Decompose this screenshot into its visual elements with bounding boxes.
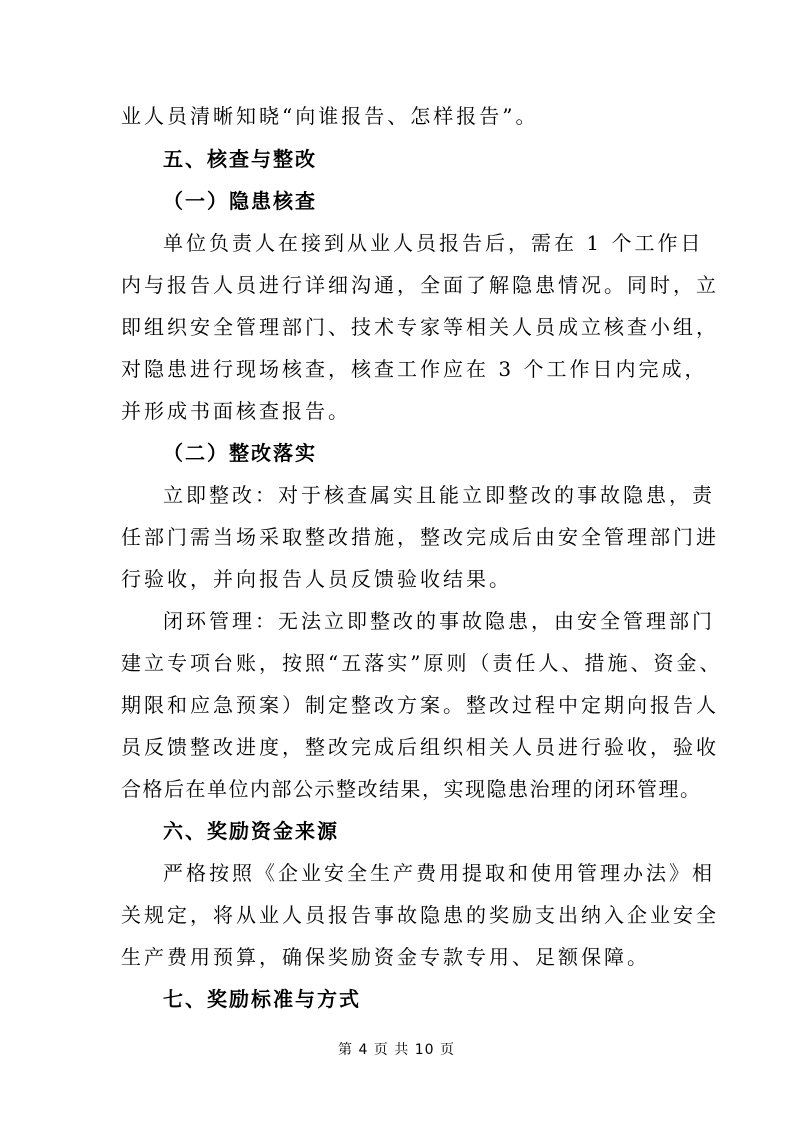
paragraph-line: 生产费用预算，确保奖励资金专款专用、足额保障。 [121, 945, 650, 969]
paragraph-line: 并形成书面核查报告。 [121, 399, 351, 423]
paragraph-line: 闭环管理：无法立即整改的事故隐患，由安全管理部门 [163, 609, 715, 633]
section-heading-7: 七、奖励标准与方式 [163, 987, 361, 1011]
paragraph-line: 单位负责人在接到从业人员报告后，需在 1 个工作日 [163, 231, 704, 255]
paragraph-line: 对隐患进行现场核查，核查工作应在 3 个工作日内完成， [121, 357, 708, 381]
subsection-heading-2: （二）整改落实 [163, 441, 317, 465]
paragraph-line: 内与报告人员进行详细沟通，全面了解隐患情况。同时，立 [121, 273, 719, 297]
paragraph-line: 任部门需当场采取整改措施，整改完成后由安全管理部门进 [121, 525, 719, 549]
paragraph-line: 合格后在单位内部公示整改结果，实现隐患治理的闭环管理。 [121, 777, 702, 801]
paragraph-line: 建立专项台账，按照“五落实”原则（责任人、措施、资金、 [121, 651, 723, 675]
page-number: 第 4 页 共 10 页 [338, 1042, 455, 1058]
paragraph-line: 严格按照《企业安全生产费用提取和使用管理办法》相 [163, 861, 715, 885]
paragraph-line: 员反馈整改进度，整改完成后组织相关人员进行验收，验收 [121, 735, 719, 759]
paragraph-line: 业人员清晰知晓“向谁报告、怎样报告”。 [121, 104, 539, 128]
paragraph-line: 即组织安全管理部门、技术专家等相关人员成立核查小组， [121, 315, 719, 339]
paragraph-line: 立即整改：对于核查属实且能立即整改的事故隐患，责 [163, 483, 715, 507]
section-heading-6: 六、奖励资金来源 [163, 819, 339, 843]
paragraph-line: 行验收，并向报告人员反馈验收结果。 [121, 567, 512, 591]
paragraph-line: 期限和应急预案）制定整改方案。整改过程中定期向报告人 [121, 693, 719, 717]
section-heading-5: 五、核查与整改 [163, 147, 317, 171]
paragraph-line: 关规定，将从业人员报告事故隐患的奖励支出纳入企业安全 [121, 903, 719, 927]
subsection-heading-1: （一）隐患核查 [163, 189, 317, 213]
